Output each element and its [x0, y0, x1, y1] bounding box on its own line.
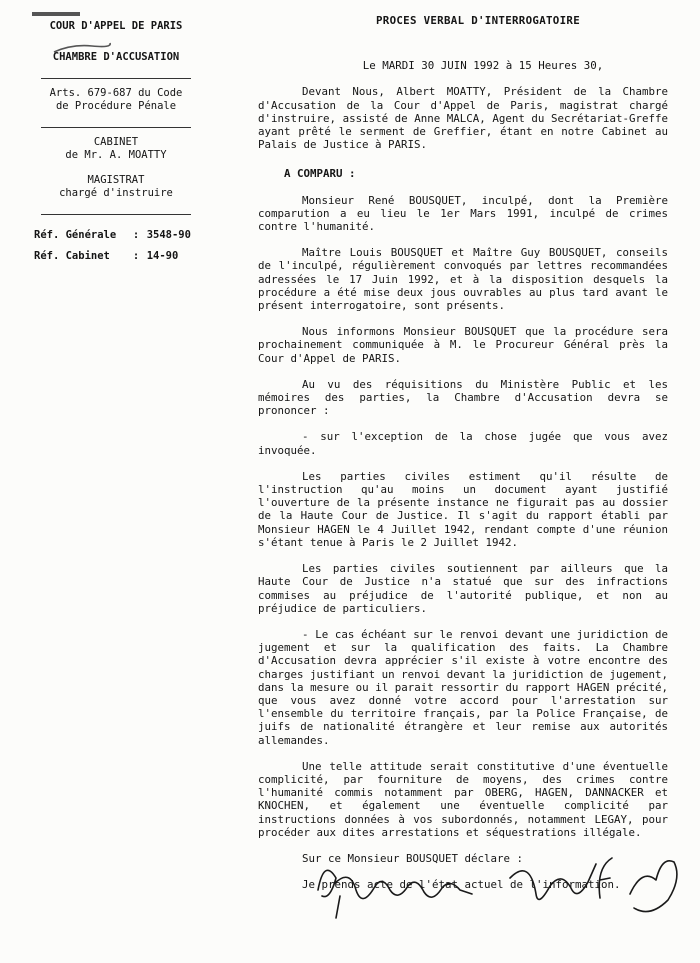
- paragraph-10: Sur ce Monsieur BOUSQUET déclare :: [302, 851, 524, 865]
- references: [26, 229, 206, 263]
- ref-generale: Réf. Générale : 3548-90: [34, 229, 191, 241]
- paragraph-4: Au vu des réquisitions du Ministère Public et les mémoires des parties, la Chambre d'Accusation devra se prononcer :: [258, 377, 668, 418]
- pen-stroke-mark: [52, 40, 112, 58]
- paragraph-5: - sur l'exception de la chose jugée que vous avez invoquée.: [258, 430, 668, 457]
- intro-paragraph: Devant Nous, Albert MOATTY, Président de la Chambre d'Accusation de la Cour d'Appel de Paris, magistrat chargé d'instruire, assisté de Anne MALCA, Agent du Secrétariat-Greffe ayant prêté le serment de Greffier, étant en notre Cabinet au Palais de Justice à PARIS.: [258, 85, 668, 152]
- paragraph-2: Maître Louis BOUSQUET et Maître Guy BOUSQUET, conseils de l'inculpé, régulièrement convoqués par lettres recommandées adressées le 17 Juin 1992, et à la disposition desquels la procédure a été mise deux jous ouvrables au plus tard avant le présent interrogatoire, sont présents.: [258, 246, 668, 313]
- paragraph-9: Une telle attitude serait constitutive d'une éventuelle complicité, par fourniture de moyens, des crimes contre l'humanité commis notamment par OBERG, HAGEN, DANNACKER et KNOCHEN, et également une éventuelle complicité par instructions données à vos subordonnés, notamment LEGAY, pour procéder aux dites arrestations et séquestrations illégale.: [258, 759, 668, 839]
- comparu-heading: A COMPARU :: [284, 167, 356, 181]
- paragraph-6: Les parties civiles estiment qu'il résulte de l'instruction qu'au moins un document ayant justifié l'ouverture de la présente instance ne figurait pas au dossier de la Haute Cour de Justice. Il s'agit du rapport établi par Monsieur HAGEN le 4 Juillet 1942, rendant compte d'une réunion s'étant tenue à Paris le 2 Juillet 1942.: [258, 469, 668, 549]
- ref-cabinet: Réf. Cabinet : 14-90: [34, 250, 179, 262]
- paragraph-1: Monsieur René BOUSQUET, inculpé, dont la Première comparution a eu lieu le 1er Mars 1991, inculpé de crimes contre l'humanité.: [258, 193, 668, 234]
- divider: [41, 214, 191, 215]
- cabinet-block: CABINET de Mr. A. MOATTY: [65, 136, 167, 161]
- divider: [41, 78, 191, 79]
- arts-reference: Arts. 679-687 du Code de Procédure Pénale: [49, 87, 183, 112]
- chambre-name: CHAMBRE D'ACCUSATION: [52, 51, 180, 63]
- divider: [41, 127, 191, 128]
- date-line: Le MARDI 30 JUIN 1992 à 15 Heures 30,: [362, 59, 604, 73]
- paragraph-11: Je prends acte de l'état actuel de l'information.: [302, 878, 621, 892]
- paragraph-8: - Le cas échéant sur le renvoi devant une juridiction de jugement et sur la qualification des faits. La Chambre d'Accusation devra apprécier s'il existe à votre encontre des charges justifiant un renvoi devant la juridiction de jugement, dans la mesure ou il parait ressortir du rapport HAGEN précité, que vous avez donné votre accord pour l'arrestation sur l'ensemble du territoire français, par la Police Française, de juifs de nationalité étrangère et leur remise aux autorités allemandes.: [258, 627, 668, 747]
- paragraph-3: Nous informons Monsieur BOUSQUET que la procédure sera prochainement communiquée à M. le Procureur Général près la Cour d'Appel de PARIS.: [258, 325, 668, 365]
- document-body: [258, 14, 668, 891]
- document-title: PROCES VERBAL D'INTERROGATOIRE: [375, 14, 580, 27]
- magistrat-block: MAGISTRAT chargé d'instruire: [59, 174, 173, 199]
- court-name: COUR D'APPEL DE PARIS: [49, 20, 183, 32]
- handwritten-signatures: [300, 838, 690, 948]
- paragraph-7: Les parties civiles soutiennent par ailleurs que la Haute Cour de Justice n'a statué que sur des infractions commises au préjudice de l'autorité publique, et non au préjudice de particuliers.: [258, 562, 668, 615]
